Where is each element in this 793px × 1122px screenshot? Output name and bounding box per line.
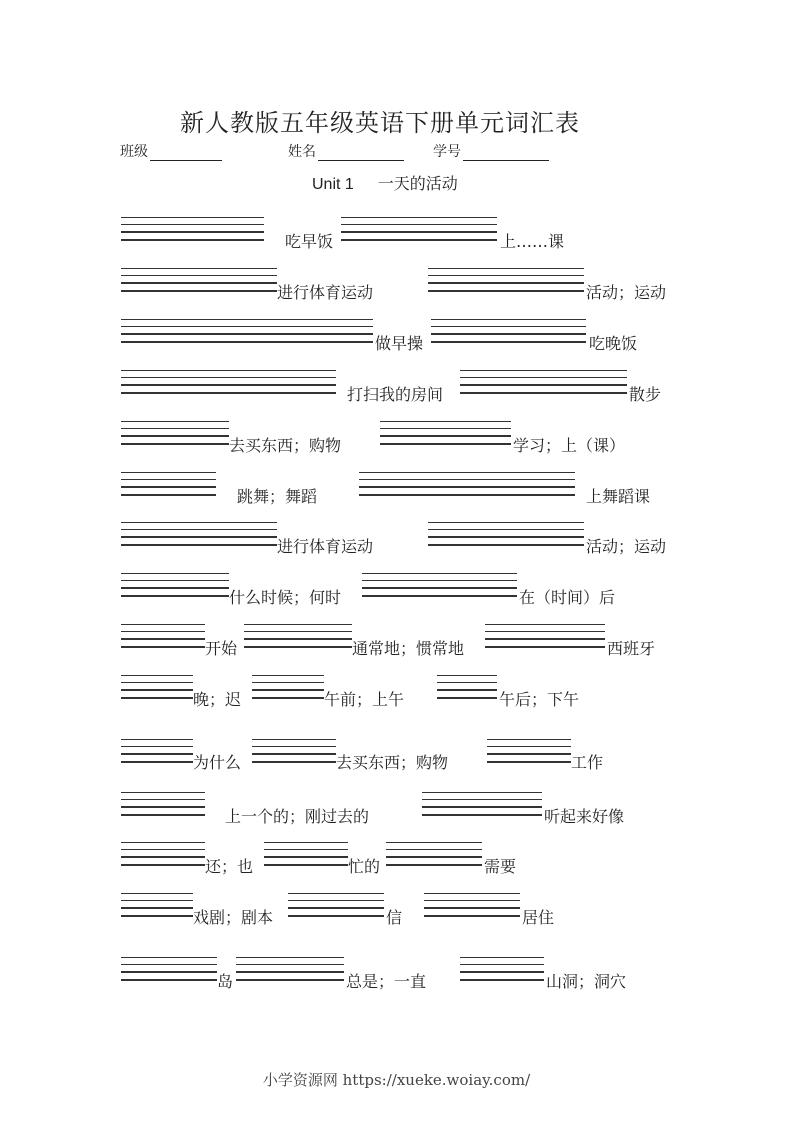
vocab-meaning: 进行体育运动 [277, 283, 374, 302]
guide-line [121, 697, 193, 699]
answer-blank[interactable] [121, 893, 193, 923]
answer-blank[interactable] [264, 842, 348, 872]
answer-blank[interactable] [428, 522, 584, 552]
guide-line [121, 806, 205, 808]
vocab-meaning: 活动；运动 [586, 283, 667, 302]
name-label: 姓名 [288, 144, 316, 160]
guide-line [487, 746, 571, 747]
guide-line [487, 739, 571, 740]
guide-line [264, 849, 348, 850]
guide-line [359, 486, 575, 488]
guide-line [244, 624, 352, 625]
answer-blank[interactable] [121, 739, 193, 769]
guide-line [121, 864, 205, 866]
guide-line [431, 326, 586, 327]
answer-blank[interactable] [121, 319, 373, 349]
vocab-meaning: 打扫我的房间 [347, 385, 444, 404]
guide-line [341, 231, 497, 233]
guide-line [121, 799, 205, 800]
guide-line [121, 494, 216, 496]
vocab-meaning: 在（时间）后 [519, 588, 616, 607]
vocab-meaning: 上……课 [500, 232, 565, 251]
guide-line [485, 638, 605, 640]
guide-line [264, 856, 348, 858]
guide-line [460, 971, 544, 973]
guide-line [121, 224, 264, 225]
guide-line [380, 435, 511, 437]
guide-line [121, 915, 193, 917]
guide-line [121, 587, 229, 589]
student-id-blank[interactable] [463, 146, 549, 161]
guide-line [380, 443, 511, 445]
guide-line [424, 900, 520, 901]
guide-line [428, 544, 584, 546]
guide-line [264, 864, 348, 866]
guide-line [121, 443, 229, 445]
guide-line [121, 341, 373, 343]
guide-line [437, 682, 497, 683]
answer-blank[interactable] [121, 675, 193, 705]
guide-line [121, 971, 217, 973]
answer-blank[interactable] [424, 893, 520, 923]
guide-line [121, 472, 216, 473]
guide-line [121, 217, 264, 218]
guide-line [252, 682, 324, 683]
guide-line [487, 761, 571, 763]
guide-line [424, 915, 520, 917]
guide-line [236, 971, 344, 973]
vocab-meaning: 还；也 [205, 857, 254, 876]
guide-line [341, 239, 497, 241]
guide-line [244, 631, 352, 632]
guide-line [422, 792, 542, 793]
vocab-meaning: 信 [386, 908, 403, 927]
guide-line [121, 435, 229, 437]
unit-number: Unit 1 [312, 176, 354, 193]
class-blank[interactable] [150, 146, 222, 161]
guide-line [121, 529, 277, 530]
answer-blank[interactable] [244, 624, 352, 654]
guide-line [252, 689, 324, 691]
guide-line [121, 421, 229, 422]
vocab-meaning: 为什么 [193, 753, 242, 772]
vocab-meaning: 吃晚饭 [589, 334, 638, 353]
guide-line [121, 856, 205, 858]
answer-blank[interactable] [121, 624, 205, 654]
guide-line [487, 753, 571, 755]
answer-blank[interactable] [288, 893, 384, 923]
guide-line [460, 979, 544, 981]
guide-line [121, 428, 229, 429]
vocab-meaning: 听起来好像 [544, 807, 625, 826]
answer-blank[interactable] [121, 522, 277, 552]
guide-line [431, 333, 586, 335]
guide-line [244, 638, 352, 640]
guide-line [341, 217, 497, 218]
guide-line [380, 421, 511, 422]
guide-line [428, 290, 584, 292]
guide-line [121, 290, 277, 292]
vocab-meaning: 上一个的；刚过去的 [225, 807, 370, 826]
guide-line [460, 377, 627, 378]
answer-blank[interactable] [121, 217, 264, 247]
vocab-meaning: 活动；运动 [586, 537, 667, 556]
guide-line [362, 595, 517, 597]
guide-line [460, 957, 544, 958]
answer-blank[interactable] [121, 370, 336, 400]
unit-heading [312, 171, 458, 194]
answer-blank[interactable] [428, 268, 584, 298]
guide-line [236, 979, 344, 981]
guide-line [121, 544, 277, 546]
guide-line [359, 479, 575, 480]
guide-line [121, 370, 336, 371]
guide-line [431, 341, 586, 343]
guide-line [252, 753, 336, 755]
guide-line [386, 849, 482, 850]
guide-line [386, 864, 482, 866]
answer-blank[interactable] [121, 472, 216, 502]
answer-blank[interactable] [121, 421, 229, 451]
guide-line [121, 739, 193, 740]
vocab-meaning: 需要 [484, 857, 517, 876]
guide-line [121, 268, 277, 269]
guide-line [422, 814, 542, 816]
guide-line [264, 842, 348, 843]
answer-blank[interactable] [386, 842, 482, 872]
vocab-meaning: 跳舞；舞蹈 [237, 487, 318, 506]
guide-line [485, 646, 605, 648]
guide-line [121, 631, 205, 632]
guide-line [380, 428, 511, 429]
answer-blank[interactable] [422, 792, 542, 822]
vocab-meaning: 去买东西；购物 [229, 436, 342, 455]
guide-line [121, 682, 193, 683]
guide-line [359, 472, 575, 473]
guide-line [121, 479, 216, 480]
guide-line [121, 964, 217, 965]
guide-line [121, 231, 264, 233]
guide-line [386, 856, 482, 858]
guide-line [424, 907, 520, 909]
vocab-meaning: 学习；上（课） [513, 436, 626, 455]
guide-line [422, 806, 542, 808]
answer-blank[interactable] [121, 573, 229, 603]
guide-line [244, 646, 352, 648]
answer-blank[interactable] [121, 842, 205, 872]
class-label: 班级 [120, 144, 148, 160]
guide-line [437, 689, 497, 691]
guide-line [121, 842, 205, 843]
vocab-meaning: 总是；一直 [346, 972, 427, 991]
guide-line [460, 964, 544, 965]
guide-line [121, 282, 277, 284]
guide-line [252, 761, 336, 763]
guide-line [362, 587, 517, 589]
answer-blank[interactable] [437, 675, 497, 705]
name-blank[interactable] [318, 146, 404, 161]
guide-line [121, 384, 336, 386]
guide-line [121, 893, 193, 894]
guide-line [121, 486, 216, 488]
guide-line [252, 739, 336, 740]
guide-line [121, 849, 205, 850]
vocab-meaning: 散步 [629, 385, 662, 404]
answer-blank[interactable] [460, 370, 627, 400]
vocab-meaning: 通常地；惯常地 [352, 639, 465, 658]
vocab-meaning: 上舞蹈课 [586, 487, 651, 506]
answer-blank[interactable] [380, 421, 511, 451]
unit-topic: 一天的活动 [377, 174, 458, 193]
vocab-meaning: 山洞；洞穴 [546, 972, 627, 991]
page-title: 新人教版五年级英语下册单元词汇表 [180, 109, 580, 137]
answer-blank[interactable] [359, 472, 575, 502]
guide-line [362, 573, 517, 574]
guide-line [121, 319, 373, 320]
guide-line [121, 753, 193, 755]
footer-source: 小学资源网 https://xueke.woiay.com/ [262, 1071, 531, 1089]
guide-line [121, 595, 229, 597]
guide-line [424, 893, 520, 894]
answer-blank[interactable] [121, 268, 277, 298]
student-id-label: 学号 [433, 144, 461, 160]
guide-line [121, 275, 277, 276]
guide-line [121, 900, 193, 901]
guide-line [236, 964, 344, 965]
guide-line [121, 522, 277, 523]
guide-line [252, 697, 324, 699]
answer-blank[interactable] [485, 624, 605, 654]
guide-line [121, 326, 373, 327]
guide-line [437, 675, 497, 676]
answer-blank[interactable] [121, 792, 205, 822]
vocab-meaning: 做早操 [375, 334, 424, 353]
guide-line [460, 392, 627, 394]
guide-line [485, 624, 605, 625]
answer-blank[interactable] [121, 957, 217, 987]
guide-line [386, 842, 482, 843]
answer-blank[interactable] [362, 573, 517, 603]
guide-line [288, 893, 384, 894]
guide-line [121, 792, 205, 793]
guide-line [121, 907, 193, 909]
guide-line [121, 761, 193, 763]
guide-line [428, 268, 584, 269]
name-field [288, 141, 404, 161]
guide-line [359, 494, 575, 496]
guide-line [121, 814, 205, 816]
vocab-meaning: 去买东西；购物 [336, 753, 449, 772]
guide-line [121, 536, 277, 538]
guide-line [236, 957, 344, 958]
student-id-field [433, 141, 549, 161]
guide-line [460, 370, 627, 371]
vocab-meaning: 午前；上午 [324, 690, 405, 709]
vocab-meaning: 忙的 [348, 857, 381, 876]
answer-blank[interactable] [431, 319, 586, 349]
guide-line [121, 333, 373, 335]
guide-line [362, 580, 517, 581]
answer-blank[interactable] [487, 739, 571, 769]
guide-line [121, 979, 217, 981]
answer-blank[interactable] [252, 739, 336, 769]
vocab-meaning: 居住 [522, 908, 555, 927]
vocab-meaning: 什么时候；何时 [229, 588, 342, 607]
guide-line [121, 573, 229, 574]
guide-line [428, 529, 584, 530]
vocab-meaning: 戏剧；剧本 [193, 908, 274, 927]
guide-line [341, 224, 497, 225]
guide-line [121, 957, 217, 958]
guide-line [485, 631, 605, 632]
guide-line [121, 675, 193, 676]
guide-line [288, 915, 384, 917]
guide-line [428, 522, 584, 523]
guide-line [288, 907, 384, 909]
vocab-meaning: 工作 [571, 753, 604, 772]
guide-line [431, 319, 586, 320]
guide-line [121, 746, 193, 747]
vocab-meaning: 午后；下午 [499, 690, 580, 709]
guide-line [121, 239, 264, 241]
answer-blank[interactable] [341, 217, 497, 247]
vocab-meaning: 晚；迟 [193, 690, 242, 709]
guide-line [121, 689, 193, 691]
guide-line [460, 384, 627, 386]
guide-line [121, 377, 336, 378]
guide-line [422, 799, 542, 800]
class-field [120, 141, 222, 161]
guide-line [288, 900, 384, 901]
answer-blank[interactable] [236, 957, 344, 987]
guide-line [121, 624, 205, 625]
vocab-meaning: 岛 [217, 972, 234, 991]
answer-blank[interactable] [252, 675, 324, 705]
guide-line [428, 275, 584, 276]
guide-line [121, 646, 205, 648]
guide-line [121, 580, 229, 581]
guide-line [252, 746, 336, 747]
guide-line [428, 282, 584, 284]
guide-line [252, 675, 324, 676]
guide-line [428, 536, 584, 538]
guide-line [121, 638, 205, 640]
guide-line [121, 392, 336, 394]
guide-line [437, 697, 497, 699]
answer-blank[interactable] [460, 957, 544, 987]
vocab-meaning: 进行体育运动 [277, 537, 374, 556]
vocab-meaning: 西班牙 [607, 639, 656, 658]
vocab-meaning: 开始 [205, 639, 238, 658]
vocab-meaning: 吃早饭 [285, 232, 334, 251]
